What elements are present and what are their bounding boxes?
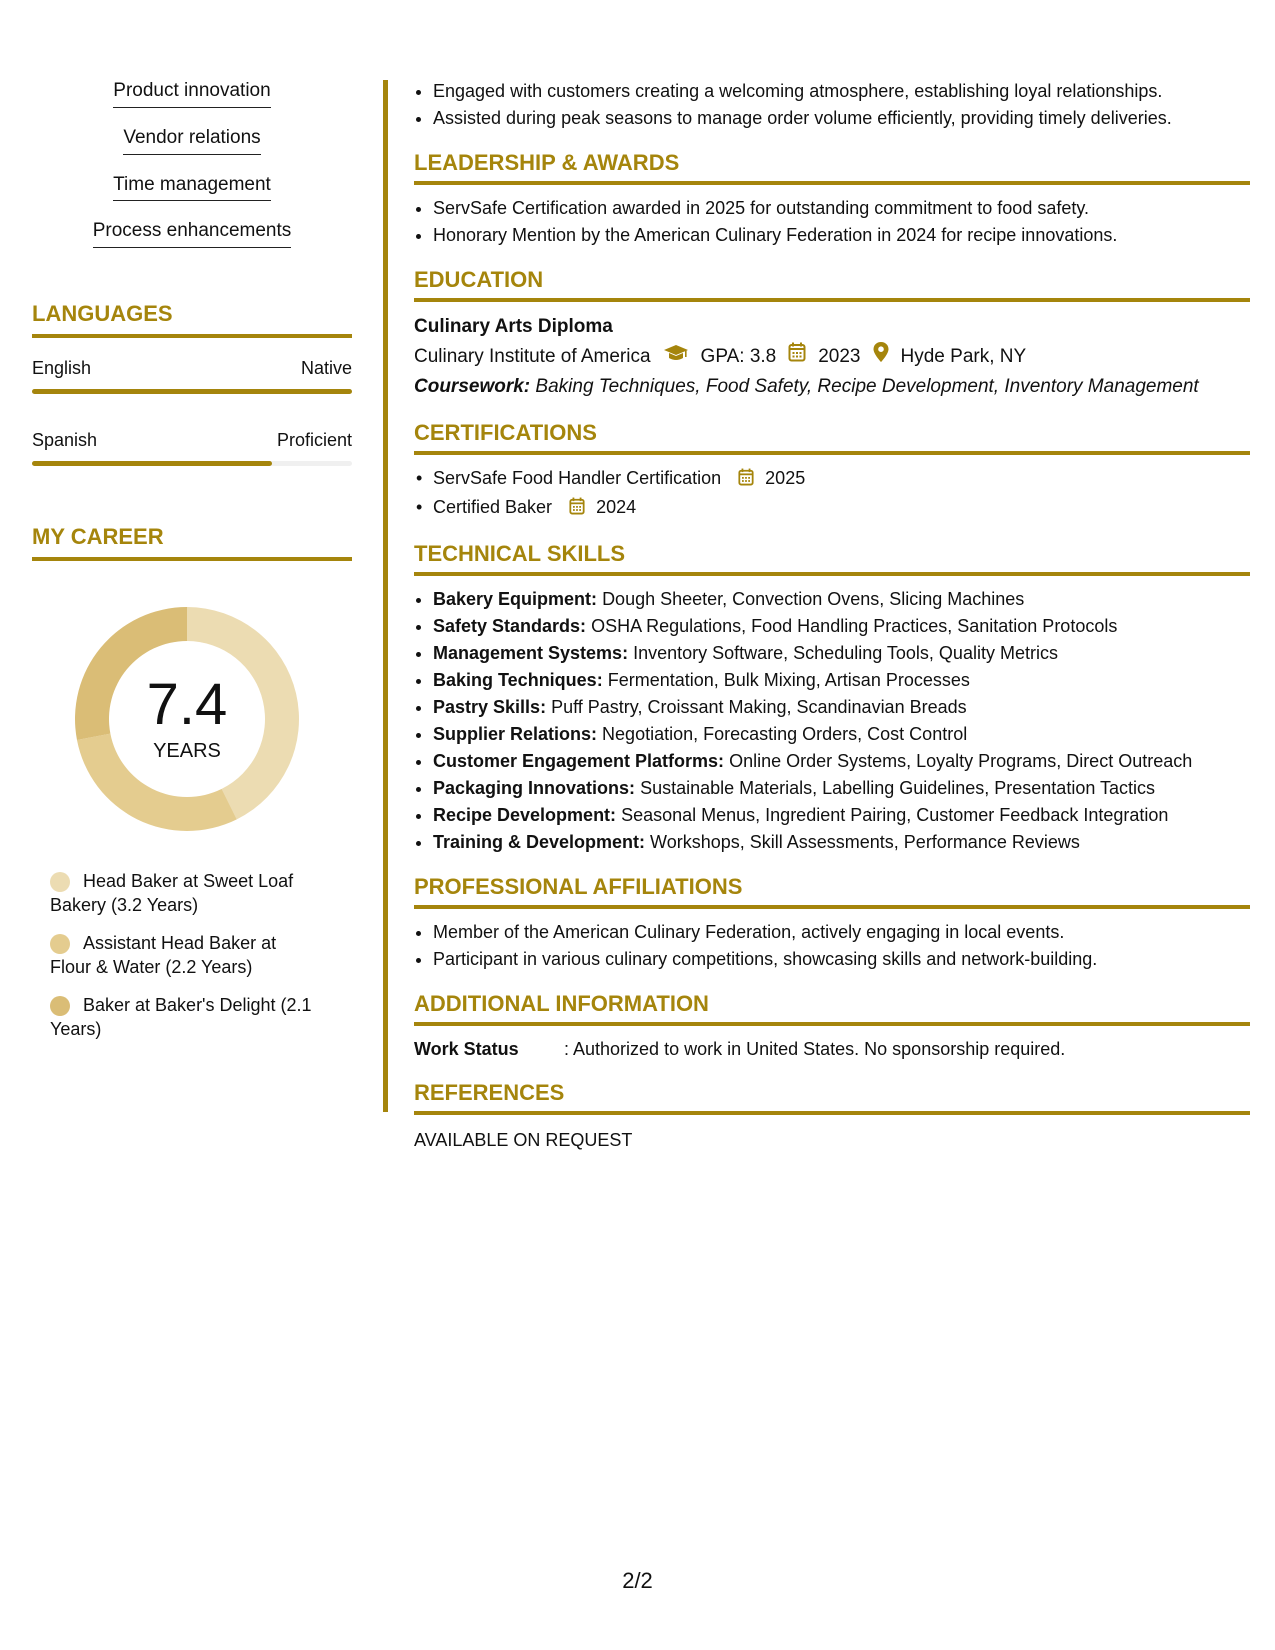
certifications-list bbox=[414, 465, 1250, 523]
education-entry bbox=[414, 312, 1250, 402]
career-legend-label: Assistant Head Baker at Flour & Water (2.2 Years) bbox=[50, 933, 277, 978]
skill-category: Supplier Relations: bbox=[433, 724, 598, 744]
language-name: English bbox=[32, 358, 92, 379]
skill-category: Recipe Development: bbox=[433, 805, 617, 825]
graduation-year: 2023 bbox=[818, 346, 861, 367]
language-level: Native bbox=[300, 358, 352, 379]
skill-tag: Process enhancements bbox=[93, 220, 292, 248]
legend-dot-icon bbox=[50, 872, 70, 892]
skill-values: Dough Sheeter, Convection Ovens, Slicing Machines bbox=[602, 589, 1025, 609]
list-item bbox=[433, 721, 1250, 748]
coursework bbox=[414, 372, 1250, 402]
calendar-icon bbox=[738, 467, 754, 494]
gpa-value: GPA: 3.8 bbox=[700, 346, 777, 367]
experience-bullets bbox=[414, 78, 1250, 132]
skill-values: Puff Pastry, Croissant Making, Scandinavian Breads bbox=[551, 697, 967, 717]
column-divider bbox=[383, 80, 388, 1112]
list-item: • Member of the American Culinary Federation, actively engaging in local events. bbox=[433, 919, 1250, 946]
degree-title: Culinary Arts Diploma bbox=[414, 316, 613, 337]
certifications-heading: CERTIFICATIONS bbox=[414, 420, 1250, 455]
page-number: 2/2 bbox=[622, 1568, 653, 1593]
list-item bbox=[433, 748, 1250, 775]
references-text: AVAILABLE ON REQUEST bbox=[414, 1130, 633, 1150]
work-status-value: : Authorized to work in United States. No sponsorship required. bbox=[564, 1039, 1066, 1059]
career-legend bbox=[50, 869, 320, 1041]
skill-values: Online Order Systems, Loyalty Programs, Direct Outreach bbox=[729, 751, 1193, 771]
skill-values: Workshops, Skill Assessments, Performance Reviews bbox=[650, 832, 1080, 852]
affiliations-heading: PROFESSIONAL AFFILIATIONS bbox=[414, 874, 1250, 909]
calendar-icon bbox=[569, 496, 585, 523]
coursework-label: Coursework: bbox=[414, 376, 531, 397]
calendar-icon bbox=[788, 342, 806, 372]
skill-values: Negotiation, Forecasting Orders, Cost Control bbox=[602, 724, 968, 744]
certification-year: 2024 bbox=[596, 497, 637, 517]
skill-values: OSHA Regulations, Food Handling Practices, Sanitation Protocols bbox=[591, 616, 1118, 636]
language-name: Spanish bbox=[32, 430, 98, 451]
language-bar-fill bbox=[32, 461, 272, 466]
languages-heading: LANGUAGES bbox=[32, 301, 352, 338]
career-legend-item bbox=[50, 869, 320, 917]
additional-info-heading: ADDITIONAL INFORMATION bbox=[414, 991, 1250, 1026]
list-item bbox=[433, 694, 1250, 721]
main-content bbox=[414, 78, 1250, 1155]
language-item bbox=[32, 430, 352, 466]
language-item bbox=[32, 358, 352, 394]
skill-category: Customer Engagement Platforms: bbox=[433, 751, 725, 771]
references-heading: REFERENCES bbox=[414, 1080, 1250, 1115]
list-item: • ServSafe Certification awarded in 2025 for outstanding commitment to food safety. bbox=[433, 195, 1250, 222]
technical-skills-heading: TECHNICAL SKILLS bbox=[414, 541, 1250, 576]
legend-dot-icon bbox=[50, 934, 70, 954]
skill-category: Management Systems: bbox=[433, 643, 629, 663]
list-item bbox=[433, 613, 1250, 640]
sidebar bbox=[32, 80, 352, 1055]
career-legend-label: Head Baker at Sweet Loaf Bakery (3.2 Years) bbox=[50, 871, 294, 916]
language-bar-track bbox=[32, 389, 352, 394]
career-total-unit: YEARS bbox=[153, 739, 221, 762]
certification-name: Certified Baker bbox=[433, 497, 553, 517]
list-item bbox=[433, 667, 1250, 694]
certification-item: • Certified Baker 2024 bbox=[433, 494, 1250, 523]
skill-values: Fermentation, Bulk Mixing, Artisan Processes bbox=[607, 670, 970, 690]
list-item: • Assisted during peak seasons to manage order volume efficiently, providing timely deliveries. bbox=[433, 105, 1250, 132]
skill-category: Training & Development: bbox=[433, 832, 646, 852]
career-legend-label: Baker at Baker's Delight (2.1 Years) bbox=[50, 995, 312, 1040]
career-donut-chart bbox=[67, 599, 307, 839]
graduation-cap-icon bbox=[663, 342, 689, 372]
skill-values: Seasonal Menus, Ingredient Pairing, Customer Feedback Integration bbox=[621, 805, 1169, 825]
list-item bbox=[433, 829, 1250, 856]
education-heading: EDUCATION bbox=[414, 267, 1250, 302]
certification-year: 2025 bbox=[765, 468, 806, 488]
leadership-list bbox=[414, 195, 1250, 249]
list-item bbox=[433, 775, 1250, 802]
location-pin-icon bbox=[873, 342, 889, 372]
school-location: Hyde Park, NY bbox=[900, 346, 1027, 367]
coursework-list: Baking Techniques, Food Safety, Recipe Development, Inventory Management bbox=[535, 376, 1199, 397]
skill-tag: Product innovation bbox=[113, 80, 270, 108]
skill-category: Baking Techniques: bbox=[433, 670, 603, 690]
career-legend-item bbox=[50, 931, 320, 979]
work-status-row bbox=[414, 1036, 1250, 1062]
list-item: • Engaged with customers creating a welcoming atmosphere, establishing loyal relationships. bbox=[433, 78, 1250, 105]
career-total-value: 7.4 bbox=[146, 671, 228, 737]
skill-tag: Vendor relations bbox=[123, 127, 260, 155]
language-bar-track bbox=[32, 461, 352, 466]
leadership-heading: LEADERSHIP & AWARDS bbox=[414, 150, 1250, 185]
list-item: • Honorary Mention by the American Culinary Federation in 2024 for recipe innovations. bbox=[433, 222, 1250, 249]
skill-category: Bakery Equipment: bbox=[433, 589, 598, 609]
list-item bbox=[433, 586, 1250, 613]
skill-tags bbox=[32, 80, 352, 267]
career-legend-item bbox=[50, 993, 320, 1041]
languages-list bbox=[32, 358, 352, 466]
skill-category: Pastry Skills: bbox=[433, 697, 547, 717]
skill-values: Inventory Software, Scheduling Tools, Quality Metrics bbox=[633, 643, 1058, 663]
school-name: Culinary Institute of America bbox=[414, 346, 651, 367]
certification-item: • ServSafe Food Handler Certification 2025 bbox=[433, 465, 1250, 494]
career-heading: MY CAREER bbox=[32, 524, 352, 561]
affiliations-list bbox=[414, 919, 1250, 973]
skill-tag: Time management bbox=[113, 174, 271, 202]
legend-dot-icon bbox=[50, 996, 70, 1016]
skill-values: Sustainable Materials, Labelling Guidelines, Presentation Tactics bbox=[640, 778, 1156, 798]
certification-name: ServSafe Food Handler Certification bbox=[433, 468, 722, 488]
list-item: • Participant in various culinary competitions, showcasing skills and network-building. bbox=[433, 946, 1250, 973]
language-level: Proficient bbox=[276, 430, 352, 451]
list-item bbox=[433, 640, 1250, 667]
language-bar-fill bbox=[32, 389, 352, 394]
skill-category: Packaging Innovations: bbox=[433, 778, 636, 798]
work-status-label: Work Status bbox=[414, 1039, 519, 1059]
technical-skills-list bbox=[414, 586, 1250, 856]
skill-category: Safety Standards: bbox=[433, 616, 587, 636]
list-item bbox=[433, 802, 1250, 829]
